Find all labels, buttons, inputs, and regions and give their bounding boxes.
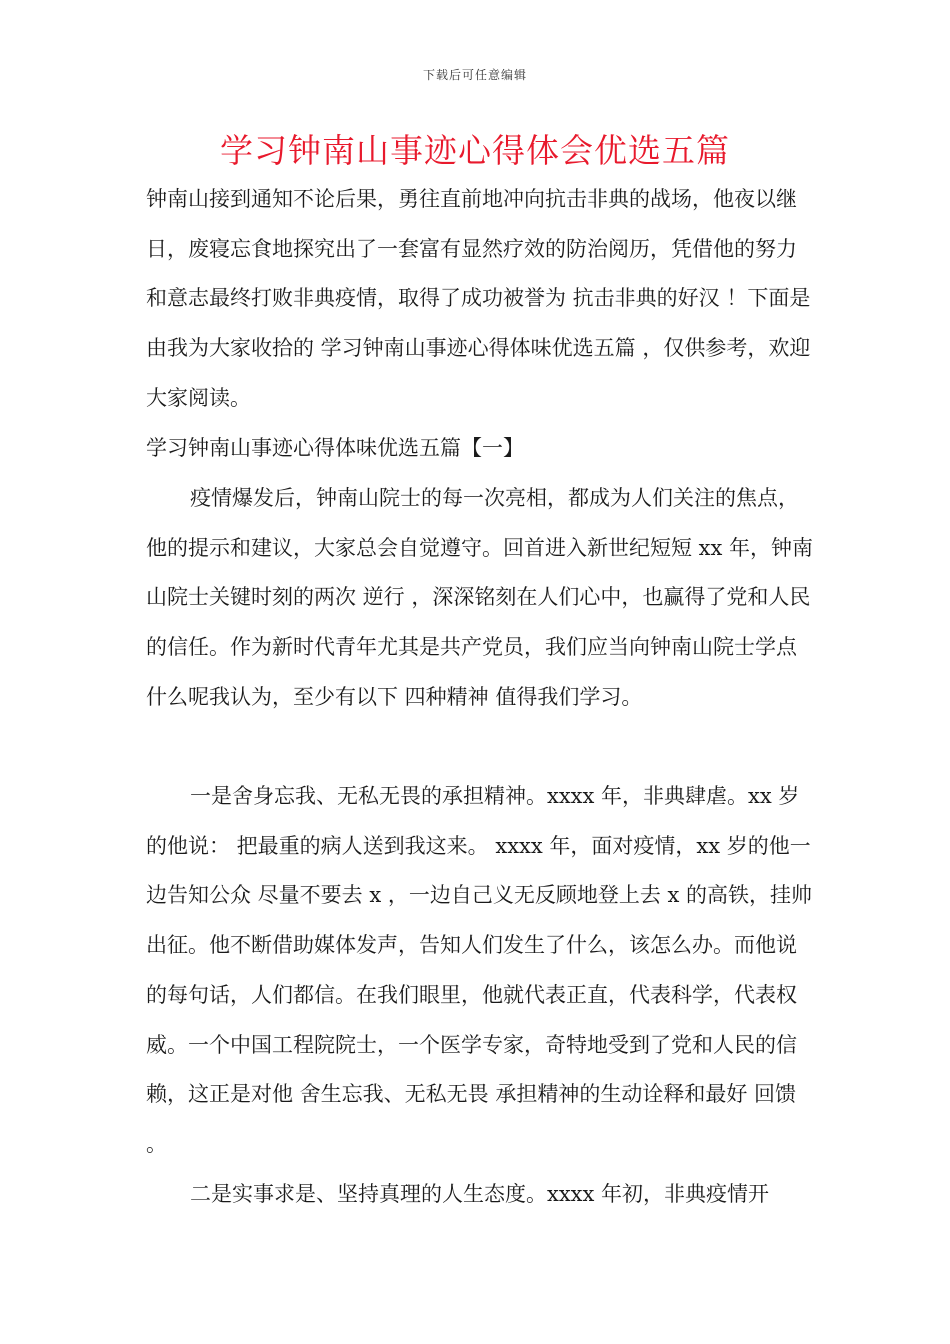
section-heading (146, 424, 814, 474)
document-title: 学习钟南山事迹心得体会优选五篇 (220, 131, 730, 170)
header-note: 下载后可任意编辑 (422, 68, 527, 82)
section-heading-text: 学习钟南山事迹心得体味优选五篇【一】 (146, 436, 524, 460)
body-paragraph-2 (146, 772, 814, 1170)
body-paragraph-1 (146, 474, 814, 723)
intro-paragraph (146, 175, 814, 424)
paragraph-text: 二是实事求是、坚持真理的人生态度。xxxx 年初，非典疫情开 (190, 1182, 770, 1206)
paragraph-text: 疫情爆发后，钟南山院士的每一次亮相，都成为人们关注的焦点，他的提示和建议，大家总会自觉遵守。回首进入新世纪短短 xx 年，钟南山院士关键时刻的两次 逆行 ，深深铭刻在人们心中，也赢得了党和人民的信任。作为新时代青年尤其是共产党员，我们应当向钟南山院士学点什么呢我认为，至少有以下 四种精神 值得我们学习。 (146, 486, 814, 709)
paragraph-text: 一是舍身忘我、无私无畏的承担精神。xxxx 年，非典肆虐。xx 岁的他说： 把最重的病人送到我这来。 xxxx 年，面对疫情，xx 岁的他一边告知公众 尽量不要去 x ，一边自己义无反顾地登上去 x 的高铁，挂帅出征。他不断借助媒体发声，告知人们发生了什么，该怎么办。而他说的每句话，人们都信。在我们眼里，他就代表正直，代表科学，代表权威。一个中国工程院院士，一个医学专家，奇特地受到了党和人民的信赖，这正是对他 舍生忘我、无私无畏 承担精神的生动诠释和最好 回馈 。 (146, 784, 813, 1156)
body-paragraph-3 (146, 1170, 814, 1220)
intro-text: 钟南山接到通知不论后果，勇往直前地冲向抗击非典的战场，他夜以继日，废寝忘食地探究出了一套富有显然疗效的防治阅历，凭借他的努力和意志最终打败非典疫情，取得了成功被誉为 抗击非典的好汉 ！下面是由我为大家收拾的 学习钟南山事迹心得体味优选五篇 ，仅供参考，欢迎大家阅读。 (146, 187, 811, 410)
